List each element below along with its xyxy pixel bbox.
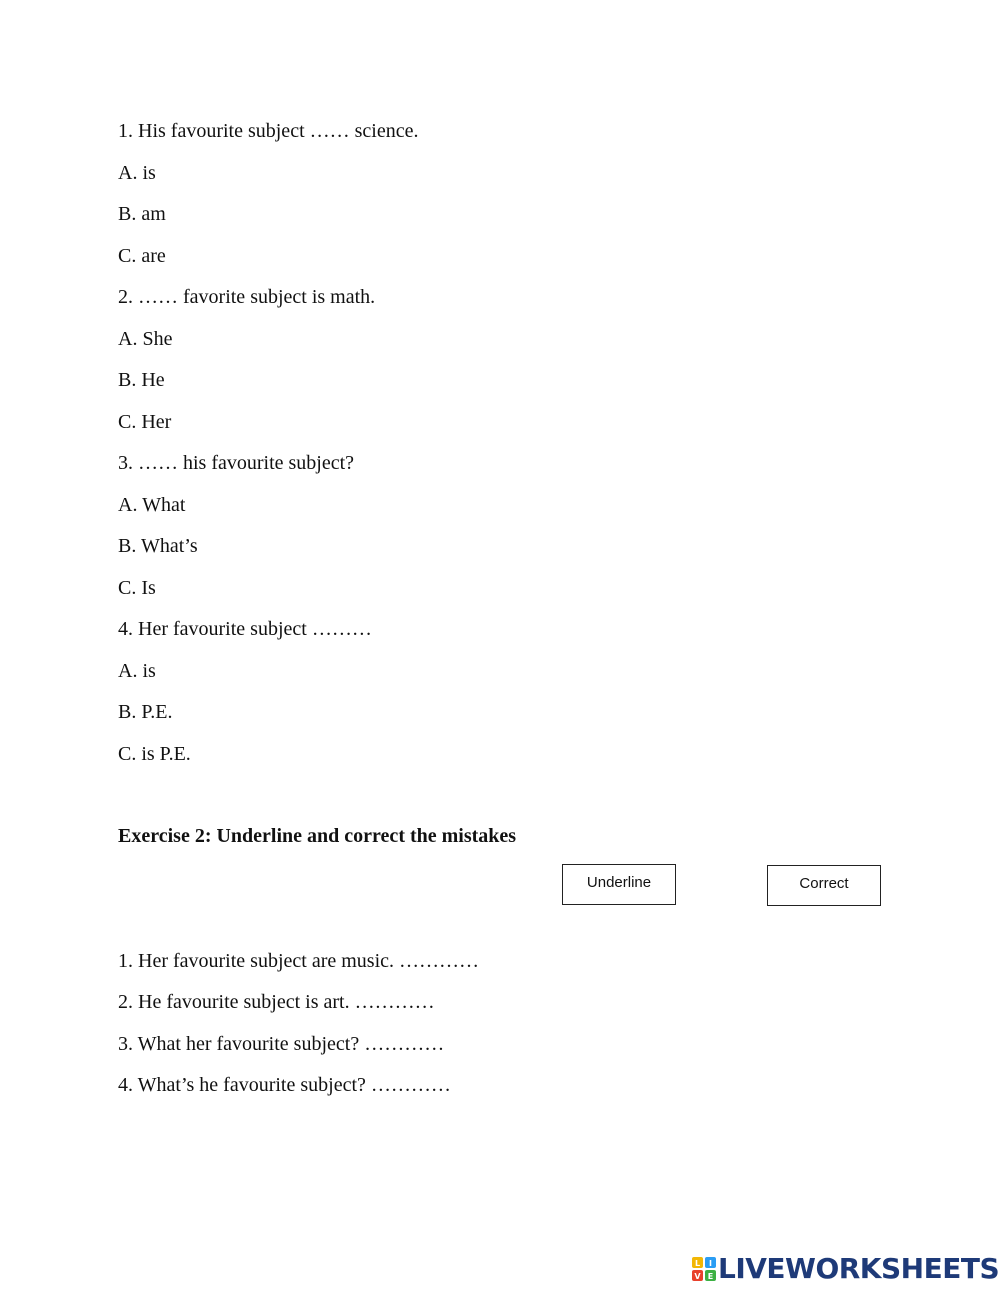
logo-mark-letter-v: V [694,1272,701,1281]
correct-button[interactable]: Correct [767,865,881,906]
liveworksheets-logo [692,1254,999,1284]
question-4-stem: 4. Her favourite subject ……… [118,618,372,640]
question-1-option-c[interactable]: C. are [118,245,166,267]
question-1-option-a[interactable]: A. is [118,162,156,184]
logo-text: LIVEWORKSHEETS [718,1252,1000,1285]
exercise-2-sentence-2[interactable]: 2. He favourite subject is art. ………… [118,991,435,1013]
exercise-2-sentence-4[interactable]: 4. What’s he favourite subject? ………… [118,1074,451,1096]
question-4-option-b[interactable]: B. P.E. [118,701,173,723]
question-3-option-a[interactable]: A. What [118,494,186,516]
logo-mark-letter-l: L [694,1259,701,1268]
question-1-stem: 1. His favourite subject …… science. [118,120,419,142]
exercise-2-heading: Exercise 2: Underline and correct the mistakes [118,825,517,847]
exercise-2-sentence-3[interactable]: 3. What her favourite subject? ………… [118,1033,445,1055]
question-3-stem: 3. …… his favourite subject? [118,452,355,474]
question-2-option-c[interactable]: C. Her [118,411,172,433]
question-3-option-b[interactable]: B. What’s [118,535,198,557]
question-4-option-a[interactable]: A. is [118,660,156,682]
question-2-option-a[interactable]: A. She [118,328,173,350]
question-2-option-b[interactable]: B. He [118,369,165,391]
liveworksheets-mark-icon [692,1257,716,1281]
question-4-option-c[interactable]: C. is P.E. [118,743,191,765]
question-2-stem: 2. …… favorite subject is math. [118,286,376,308]
exercise-2-sentence-1[interactable]: 1. Her favourite subject are music. ………… [118,950,480,972]
logo-mark-letter-i: I [709,1259,712,1268]
question-3-option-c[interactable]: C. Is [118,577,156,599]
underline-button[interactable]: Underline [562,864,676,905]
question-1-option-b[interactable]: B. am [118,203,166,225]
logo-mark-letter-e: E [707,1272,714,1281]
